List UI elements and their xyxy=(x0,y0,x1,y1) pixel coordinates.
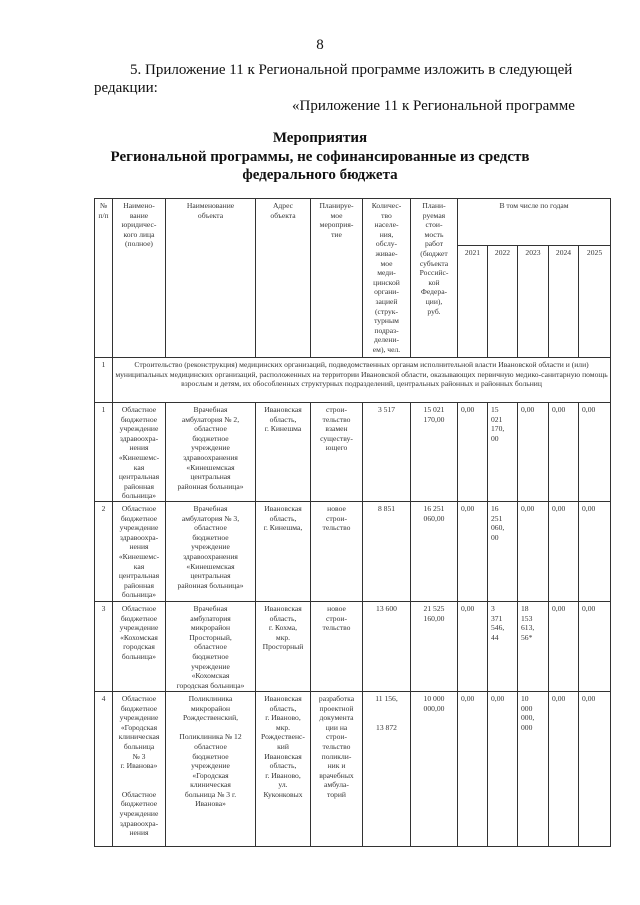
cell-cost: 15 021 170,00 xyxy=(411,403,458,502)
header-cost: Плани- руемая стои- мость работ (бюджет субъекта Российс- кой Федера- ции), руб. xyxy=(411,199,458,358)
cell-activity: строи- тельство взамен существу- ющего xyxy=(311,403,363,502)
cell-population: 13 600 xyxy=(363,601,411,691)
heading-line1: Мероприятия xyxy=(272,130,368,146)
cell-num: 2 xyxy=(95,501,113,601)
header-year: 2024 xyxy=(549,246,579,358)
cell-cost: 16 251 060,00 xyxy=(411,501,458,601)
cell-2024: 0,00 xyxy=(549,691,579,846)
header-year: 2022 xyxy=(488,246,518,358)
table-row xyxy=(95,403,611,502)
header-year: 2021 xyxy=(458,246,488,358)
cell-object: Врачебная амбулатория № 3, областное бюджетное учреждение здравоохранения «Кинешемская центральная районная больница» xyxy=(166,501,256,601)
section-row xyxy=(95,358,611,403)
cell-cost: 10 000 000,00 xyxy=(411,691,458,846)
cell-num: 1 xyxy=(95,403,113,502)
header-year: 2025 xyxy=(579,246,611,358)
heading-line2: Региональной программы, не софинансированные из средств xyxy=(110,149,530,165)
cell-activity: новое строи- тельство xyxy=(311,601,363,691)
cell-2022: 0,00 xyxy=(488,691,518,846)
heading-line3: федерального бюджета xyxy=(242,167,398,183)
table-row xyxy=(95,601,611,691)
cell-entity: Областное бюджетное учреждение «Кохомская городская больница» xyxy=(113,601,166,691)
table-row xyxy=(95,691,611,846)
header-by-years: В том числе по годам xyxy=(458,199,611,246)
cell-2025: 0,00 xyxy=(579,601,611,691)
header-address: Адрес объекта xyxy=(256,199,311,358)
header-legal-entity: Наимено- вание юридичес- кого лица (полное) xyxy=(113,199,166,358)
cell-cost: 21 525 160,00 xyxy=(411,601,458,691)
cell-entity: Областное бюджетное учреждение «Городская клиническая больница № 3 г. Иванова» Областное бюджетное учреждение здравоохра- нения xyxy=(113,691,166,846)
header-population: Количес- тво населе- ния, обслу- живае- мое меди- цинской органи- зацией (струк- турным подраз- делени- ем), чел. xyxy=(363,199,411,358)
cell-2025: 0,00 xyxy=(579,501,611,601)
cell-address: Ивановская область, г. Кинешма xyxy=(256,403,311,502)
section-text: Строительство (реконструкция) медицинских организаций, подведомственных органам исполнительной власти Ивановской области и (или) муниципальных медицинских организаций, расположенных на территории Ивановской области, оказывающих первичную медико-санитарную помощь взрослым и детям, их обособленных структурных подразделений, центральных районных и районных больниц xyxy=(113,358,611,403)
cell-population: 3 517 xyxy=(363,403,411,502)
cell-2023: 0,00 xyxy=(518,501,549,601)
cell-population: 8 851 xyxy=(363,501,411,601)
cell-2024: 0,00 xyxy=(549,501,579,601)
cell-object: Врачебная амбулатория № 2, областное бюджетное учреждение здравоохранения «Кинешемская центральная районная больница» xyxy=(166,403,256,502)
cell-2023: 18 153 613, 56* xyxy=(518,601,549,691)
intro-text-line2: редакции: xyxy=(94,80,158,96)
cell-object: Врачебная амбулатория микрорайон Просторный, областное бюджетное учреждение «Кохомская городская больница» xyxy=(166,601,256,691)
header-row xyxy=(95,199,611,246)
intro-text-line1: 5. Приложение 11 к Региональной программе изложить в следующей xyxy=(130,62,573,78)
header-activity: Планируе- мое мероприя- тие xyxy=(311,199,363,358)
cell-2022: 16 251 060, 00 xyxy=(488,501,518,601)
cell-2021: 0,00 xyxy=(458,691,488,846)
header-year: 2023 xyxy=(518,246,549,358)
cell-address: Ивановская область, г. Иваново, мкр. Рождественс- кий Ивановская область, г. Иваново, ул. Куконковых xyxy=(256,691,311,846)
cell-entity: Областное бюджетное учреждение здравоохра- нения «Кинешемс- кая центральная районная больница» xyxy=(113,403,166,502)
cell-population: 11 156, 13 872 xyxy=(363,691,411,846)
appendix-reference: «Приложение 11 к Региональной программе xyxy=(292,98,575,114)
cell-entity: Областное бюджетное учреждение здравоохра- нения «Кинешемс- кая центральная районная больница» xyxy=(113,501,166,601)
cell-num: 4 xyxy=(95,691,113,846)
cell-2021: 0,00 xyxy=(458,403,488,502)
cell-2023: 0,00 xyxy=(518,403,549,502)
cell-activity: разработка проектной документа ции на строи- тельство поликли- ник и врачебных амбула- торий xyxy=(311,691,363,846)
cell-2021: 0,00 xyxy=(458,501,488,601)
activities-table xyxy=(94,198,611,847)
cell-2022: 3 371 546, 44 xyxy=(488,601,518,691)
cell-activity: новое строи- тельство xyxy=(311,501,363,601)
page-number: 8 xyxy=(316,37,324,53)
cell-address: Ивановская область, г. Кохма, мкр. Просторный xyxy=(256,601,311,691)
cell-2025: 0,00 xyxy=(579,691,611,846)
table-row xyxy=(95,501,611,601)
cell-num: 3 xyxy=(95,601,113,691)
header-object-name: Наименование объекта xyxy=(166,199,256,358)
cell-2024: 0,00 xyxy=(549,601,579,691)
cell-2025: 0,00 xyxy=(579,403,611,502)
cell-2022: 15 021 170, 00 xyxy=(488,403,518,502)
cell-2021: 0,00 xyxy=(458,601,488,691)
cell-address: Ивановская область, г. Кинешма, xyxy=(256,501,311,601)
cell-object: Поликлиника микрорайон Рождественский, Поликлиника № 12 областное бюджетное учреждение «Городская клиническая больница № 3 г. Иванова» xyxy=(166,691,256,846)
section-num: 1 xyxy=(95,358,113,403)
header-num: № п/п xyxy=(95,199,113,358)
cell-2024: 0,00 xyxy=(549,403,579,502)
cell-2023: 10 000 000, 000 xyxy=(518,691,549,846)
